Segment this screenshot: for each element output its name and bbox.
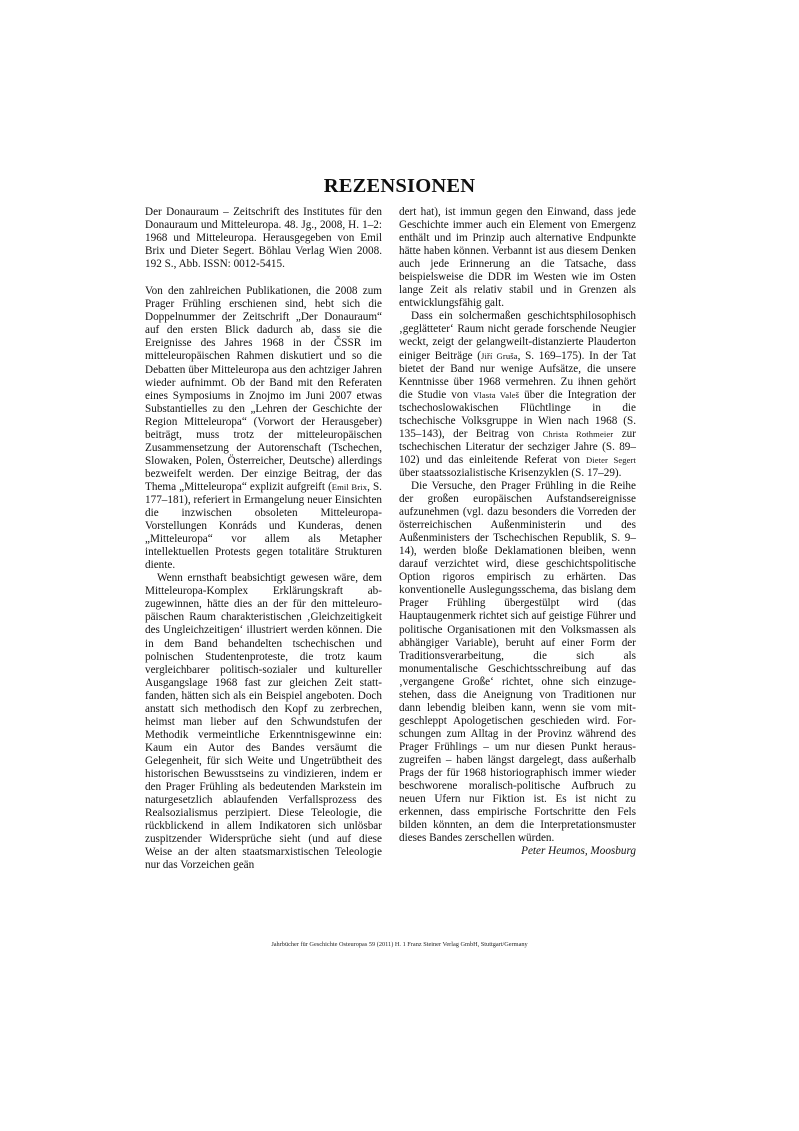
text-run: Von den zahlreichen Publikationen, die 2008 zum Prager Frühling erschienen sind, hebt sich die Doppelnummer der Zeitschrift „Der Donauraum“ auf den ersten Blick dadurch ab, dass sie die Ereignisse des Jahres 1968 in der ČSSR im mitteleuropäischen Rahmen diskutiert und so die Debatten über Mitteleuropa aus den achtziger Jahren wieder aufnimmt. Ob der Band mit den Referaten eines Symposiums in Znojmo im Juni 2007 etwas Substantielles zu den „Lehren der Geschichte der Region Mitteleuropa“ (Vorwort der Herausgeber) beiträgt, muss trotz der mitteleuropäischen Zusammensetzung der Autorenschaft (Tschechen, Slowaken, Polen, Österreicher, Deutsche) allerdings bezweifelt werden. Der einzige Beitrag, der das Thema „Mitteleuropa“ explizit aufgreift (: [145, 285, 382, 493]
author-name: Christa Rothmeier: [542, 428, 614, 439]
author-name: Emil Brix: [331, 481, 368, 492]
journal-footer: Jahrbücher für Geschichte Osteuropas 59 (2011) H. 1 Franz Steiner Verlag GmbH, Stuttgart/Germany: [271, 941, 528, 948]
left-column: [145, 206, 382, 872]
right-column: [399, 206, 636, 858]
review-paragraph-2-continued: dert hat), ist immun gegen den Einwand, dass jede Geschichte immer auch ein Element von Emergenz enthält und im Prinzip auch alternative Endpunkte hätte haben können. Verbannt ist aus diesem Denken auch jede Erinnerung an die Tatsache, dass beispielsweise die DDR im Westen wie im Osten lange Zeit als relativ stabil und in Grenzen als entwicklungsfähig galt.: [399, 206, 636, 310]
review-paragraph-4: Die Versuche, den Prager Frühling in die Reihe der großen europäischen Aufstandsereignisse aufzunehmen (vgl. dazu besonders die Vorreden der österreichischen Außenministerin und des Außenministers der Tschechischen Republik, S. 9–14), werden bloße Deklamationen bleiben, wenn darauf verzichtet wird, diese geschichtspolitische Option rigoros empirisch zu erhärten. Das konventionelle Auslegungsschema, das bislang dem Prager Frühling übergestülpt wird (das Hauptaugenmerk richtet sich auf geistige Führer und politische Organisationen mit den Volksmassen als abhängiger Variable), beruht auf einer Form der Traditionsverarbeitung, die sich als monumentalische Geschichtsschreibung auf das ‚vergangene Große‘ richtet, ohne sich einzugestehen, dass die Aneignung von Traditionen nur dann lebendig bleiben kann, wenn sie vom mitgeschleppt Apologetischen geschieden wird. Forschungen zum Alltag in der Provinz während des Prager Frühlings – um nur diesen Punkt herauszugreifen – haben längst dargelegt, dass außerhalb Prags der für 1968 historiographisch immer wieder beschworene moralisch-politische Aufbruch zu neuen Ufern nur Fiktion ist. Es ist nicht zu erkennen, dass empirische Fortschritte den Fels bilden könnten, an dem die Interpretationsmuster dieses Bandes zerschellen würden.: [399, 479, 636, 845]
text-run: Dass ein solchermaßen geschichtsphilosophisch ‚geglätteter‘ Raum nicht gerade forschende Neugier weckt, zeigt der gelangweilt-distanzierte Plauderton einiger Beiträge (: [399, 310, 636, 362]
text-run: , S. 177–181), referiert in Ermangelung neuer Einsichten die inzwischen obsoleten Mitteleuropa-Vorstellungen Konráds und Kunderas, denen „Mitteleuropa“ vor allem als Metapher intellektuellen Protests gegen totalitäre Strukturen diente.: [145, 480, 382, 572]
paragraph-gap: [145, 271, 382, 285]
text-run: über die Integration der tschechoslowakischen Flüchtlinge in die tschechische Volksgruppe in Wien nach 1968 (S. 135–143), der Beitrag von: [399, 388, 637, 440]
section-title: REZENSIONEN: [323, 175, 476, 197]
text-run: , S. 169–175). In der Tat bietet der Band nur wenige Aufsätze, die unsere Kenntnisse über 1968 vermehren. Zu ihnen gehört die Studie von: [399, 349, 637, 401]
text-run: zur tschechischen Literatur der sechziger Jahre (S. 89–102) und das einleitende Referat von: [399, 427, 636, 466]
reviewer-signature: Peter Heumos, Moosburg: [521, 845, 636, 858]
author-name: Vlasta Valeš: [473, 389, 520, 400]
review-paragraph-2: Wenn ernsthaft beabsichtigt gewesen wäre, dem Mitteleuropa-Komplex Erklärungskraft abzugewinnen, hätte dies an der für den mitteleuropäischen Raum charakteristischen ‚Gleichzeitigkeit des Ungleichzeitigen‘ illustriert werden können. Die in dem Band behandelten tschechischen und polnischen Studentenproteste, die trotz kaum vergleichbarer politisch-sozialer und kultureller Ausgangslage 1968 fast zur gleichen Zeit stattfanden, hätten sich als ein Beispiel angeboten. Doch anstatt sich methodisch den Kopf zu zerbrechen, heimst man lieber auf den Schwundstufen der Methodik vermeintliche Erkenntnisgewinne ein: Kaum ein Autor des Bandes versäumt die Gelegenheit, für sich Weite und Ungetrübtheit des historischen Bewusstseins zu vindizieren, indem er den Prager Frühling als bedeutenden Markstein im naturgesetzlich ablaufenden Verfallsprozess des Realsozialismus perzipiert. Diese Teleologie, die rückblickend in allem Indikatoren sich unlösbar zuspitzender Widersprüche sieht (und auf diese Weise an der alten staatsmarxistischen Teleologie nur das Vorzeichen geän: [145, 572, 382, 872]
review-paragraph-3: [399, 310, 636, 480]
text-run: über staatssozialistische Krisenzyklen (S. 17–29).: [399, 466, 622, 479]
author-name: Jiří Gruša: [481, 350, 518, 361]
author-name: Dieter Segert: [585, 454, 637, 465]
bibliographic-entry: Der Donauraum – Zeitschrift des Institutes für den Donauraum und Mitteleuropa. 48. Jg., 2008, H. 1–2: 1968 und Mitteleuropa. Herausgegeben von Emil Brix und Dieter Segert. Böhlau Verlag Wien 2008. 192 S., Abb. ISSN: 0012-5415.: [145, 206, 382, 271]
review-paragraph-1: [145, 285, 382, 572]
